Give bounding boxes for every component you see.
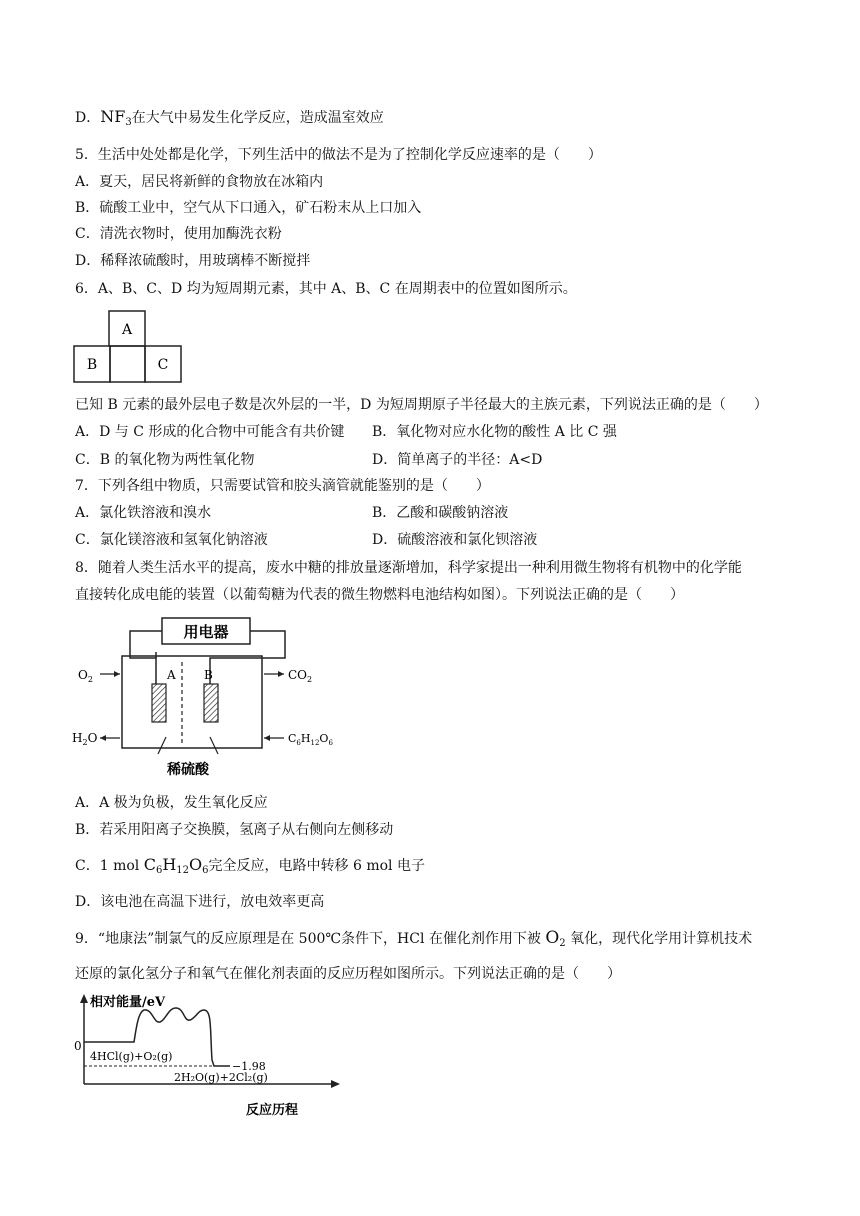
- q7-stem: 7．下列各组中物质，只需要试管和胶头滴管就能鉴别的是（ ）: [75, 478, 490, 494]
- periodic-table-fragment: [73, 310, 183, 384]
- electrolyte-label: 稀硫酸: [167, 762, 209, 778]
- q7-option-c: C．氯化镁溶液和氢氧化钠溶液: [75, 532, 268, 548]
- q6-option-b: B．氧化物对应水化物的酸性 A 比 C 强: [372, 424, 617, 440]
- cell-container: [122, 656, 262, 748]
- q9-stem-line1: 9．“地康法”制氯气的反应原理是在 500℃条件下，HCl 在催化剂作用下被 $O_2$ 氧化，现代化学用计算机技术: [75, 928, 753, 949]
- label-c: C: [157, 357, 169, 373]
- energy-profile-chart: [70, 990, 370, 1120]
- q6-option-c: C．B 的氧化物为两性氧化物: [75, 452, 255, 468]
- fuel-cell-diagram: [70, 612, 333, 782]
- o2-label: $O_2$: [78, 668, 93, 684]
- wire-left: [130, 631, 162, 684]
- q8-option-a: A．A 极为负极，发生氧化反应: [75, 795, 268, 811]
- q5-option-c: C．清洗衣物时，使用加酶洗衣粉: [75, 226, 282, 242]
- q6-option-d: D．简单离子的半径：A<D: [372, 452, 543, 468]
- electrode-a-label: A: [167, 668, 176, 682]
- h2o-label: $H_2O$: [72, 731, 98, 747]
- products-label: 2H₂O(g)+2Cl₂(g): [174, 1071, 268, 1084]
- label-a: A: [121, 322, 133, 338]
- nf3-formula: $NF_3$: [100, 107, 132, 128]
- q5-option-d: D．稀释浓硫酸时，用玻璃棒不断搅拌: [75, 253, 311, 269]
- q8-option-b: B．若采用阳离子交换膜，氢离子从右侧向左侧移动: [75, 822, 394, 838]
- glucose-formula: $C_6H_{12}O_6$: [143, 855, 209, 876]
- q6-option-a: A．D 与 C 形成的化合物中可能含有共价键: [75, 424, 345, 440]
- glucose-label: $C_6H_{12}O_6$: [288, 732, 333, 747]
- q7-option-a: A．氯化铁溶液和溴水: [75, 505, 212, 521]
- device-label: 用电器: [183, 623, 229, 641]
- zero-label: 0: [74, 1039, 82, 1053]
- q5-option-a: A．夏天，居民将新鲜的食物放在冰箱内: [75, 174, 324, 190]
- q8-option-d: D．该电池在高温下进行，放电效率更高: [75, 894, 325, 910]
- q4-option-d: D．$NF_3$在大气中易发生化学反应，造成温室效应: [75, 107, 384, 128]
- electrode-b-label: B: [204, 668, 213, 682]
- x-axis-label: 反应历程: [246, 1103, 299, 1118]
- y-axis-label: 相对能量/eV: [90, 995, 166, 1010]
- q7-option-d: D．硫酸溶液和氯化钡溶液: [372, 532, 538, 548]
- q8-stem-line1: 8．随着人类生活水平的提高，废水中糖的排放量逐渐增加，科学家提出一种利用微生物将有机物中的化学能: [75, 560, 742, 576]
- co2-label: $CO_2$: [288, 668, 313, 684]
- label-b: B: [86, 357, 98, 373]
- electrode-a: [152, 684, 166, 722]
- q9-stem-line2: 还原的氯化氢分子和氧气在催化剂表面的反应历程如图所示。下列说法正确的是（ ）: [75, 966, 621, 982]
- electrode-b: [204, 684, 218, 722]
- q6-stem: 6．A、B、C、D 均为短周期元素，其中 A、B、C 在周期表中的位置如图所示。: [75, 281, 577, 297]
- reactants-label: 4HCl(g)+O₂(g): [90, 1050, 173, 1063]
- o2-formula: $O_2$: [545, 928, 566, 949]
- end-value-label: −1.98: [232, 1060, 266, 1073]
- q5-stem: 5．生活中处处都是化学，下列生活中的做法不是为了控制化学反应速率的是（ ）: [75, 147, 602, 163]
- cell-empty: [110, 346, 145, 382]
- q6-stem2: 已知 B 元素的最外层电子数是次外层的一半，D 为短周期原子半径最大的主族元素，下列说法正确的是（ ）: [75, 397, 768, 413]
- q7-option-b: B．乙酸和碳酸钠溶液: [372, 505, 509, 521]
- q8-stem-line2: 直接转化成电能的装置（以葡萄糖为代表的微生物燃料电池结构如图）。下列说法正确的是（ ）: [75, 587, 684, 603]
- q8-option-c: C．1 mol $C_6H_{12}O_6$完全反应，电路中转移 6 mol 电子: [75, 855, 425, 876]
- q5-option-b: B．硫酸工业中，空气从下口通入，矿石粉末从上口加入: [75, 200, 422, 216]
